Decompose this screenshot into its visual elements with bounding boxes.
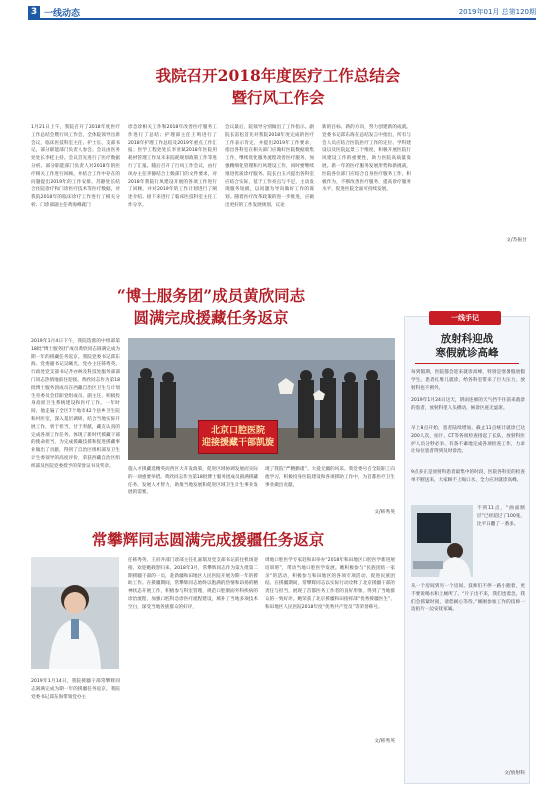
article1-col4: 新的目标、新的方向，努力创建新的成就。党委书记邱东海在总结发言中指出，所有与会人员应结合医院医疗工作的定位、学科建设以及医院远景三个维度，积极开展医院行风建设工作的重要性，助力医院高质量发展。新一年的医疗服务发展形势和新挑战，医院各位部门应结合自身医疗服务工作，积极作为，不断改善医疗服务，提高诊疗服务水平，促进医院全面可持续发展。: [322, 125, 411, 193]
sidebar-divider: [415, 363, 519, 364]
article2-title-line2: 圆满完成援藏任务返京: [133, 308, 289, 327]
sidebar-signature: 文/放射科: [504, 771, 525, 776]
sidebar-paragraph4: 9点多正是放射科患者最集中的时段，医院各科室的检查单不断送来，大家顾不上喝口水，全力应对就诊高峰。: [411, 470, 525, 483]
sidebar-paragraph1: 每到假期，医院都会迎来就诊高峰，特别是寒暑假放假学生。患者扎堆儿就诊，给各科室带来了巨大压力，放射科也不例外。: [411, 370, 525, 391]
issue-info: 2019年01月 总第120期: [458, 8, 536, 16]
article3-col2: 任韩秀英、王府井部门诊部主任孔嘉瑞及党支部书记前往机场迎接，欢迎她载誉归来。2018年3月，常攀辉同志作为第九批第二期援疆干部的一员，赴新疆和田地区人民医院开展为期一年的援助工作。在援疆期间，常攀辉同志始终以饱满的热情和昂扬的精神状态开展工作，积极参与科室管理，规范口腔颌面外科疾病的诊治流程，加强口腔科急诊医疗流程建设，填补了当地多项技术空白，深受当地各族群众的好评，: [128, 558, 258, 610]
article2-col3-bottom: 现了我院“严精勤谨”、大爱无疆的风采。我党委号召全院职工向他学习，积极投身医院建设和各项援助工作中，为首都医疗卫生事业做出贡献。: [265, 467, 395, 488]
article3-col3: 周地口腔医学专家赴和田举办“2018年和田地区口腔医学新进展培训班”，带动当地口腔医学发展。她积极参与“民族团结一家亲”的活动，积极参与和田地区的各项专项活动，促进民族团结。在援疆期间，常攀辉同志以实际行动诠释了北京援疆干部的责任与担当，展现了首都医务工作者的良好形象，得到了当地群众的一致好评。她荣获了北京援疆和田指挥部“优秀援疆医生”、和田地区人民医院2018年度“优秀共产党员”等荣誉称号。: [265, 558, 395, 610]
article2-col1: 2019年1月4日下午，我院选派的中组部第18批“博士服务团”成员黄欣同志圆满完成为期一年的援藏任务返京。我院党委书记邱东海、党委副书记吴曦光、党办主任韩秀英、行政处党支部书记齐亦林及科技处服务部部门同志热情地前往迎接。黄欣同志作为第18批博士服务团成员在西藏自治区卫生与计划生育委员会挂职党组成员、副主任，积极投身高原卫生系统建设和医疗工作。一年时间，他走遍了全区7个地市42个县乡卫生院和村医室，深入基层调研，结合当地实际开展工作，勇于担当，甘于奉献，藏友认真的完成各项工作任务。体现了新时代援藏干部的使命担当，为完成援藏技援和促进援藏事业做出了贡献，得到了自治区组织部及卫生计生委领导的高度评价，荣获西藏自治区组织部及医院党委授予的荣誉证书及奖章。: [31, 339, 120, 469]
xray-photo-scene: [411, 505, 473, 577]
banner-line1: 北京口腔医院: [210, 426, 265, 436]
sidebar-title-line2: 寒假就诊高峰: [435, 347, 499, 359]
welcome-photo: [128, 338, 395, 460]
sidebar-paragraph2: 2019年1月24日这天，阴雨连绵的天气挡不住前来就诊的患者，放射科里人头攒动，候诊区座无虚席。: [411, 398, 525, 411]
banner-line2: 迎接援藏干部凯旋: [201, 438, 274, 448]
sidebar-badge: 一线手记: [429, 311, 501, 325]
article2-signature: 文/韩秀英: [374, 510, 395, 515]
article1-signature: 文/苏振甘: [506, 238, 527, 243]
article3-signature: 文/韩秀英: [374, 739, 395, 744]
article1-col3: 会议最后，院领导分别做出了工作指示。副院长雷松首先对我院2018年度完成的医疗工作表示肯定，并提出2019年工作要求，指出各科室在相关部门应做好医院数据收集工作，继续优化服务流程改善医疗服务，加强精细化管理和行风建设工作，同时要继续推进优质诊疗服务。院长白玉兴提出各科室应结合实际，基于工作亮点与不足，主动发现服务短板，以问题为导向做好工作的谋划。随着医疗改革政策的进一步推进，应做出更好的工作发展规划，议论: [225, 125, 314, 208]
page-header: [28, 6, 536, 20]
section-name: 一线动态: [44, 8, 81, 19]
doctor-photo-scene: [31, 557, 119, 669]
article1-col2: 诊急诊相关工作和2018年改善医疗服务工作进行了总结；护理部主任王鸣进行了2018年护理工作总结及2019年重点工作汇报；医学工程处处长李亚斌2018年医院用耗材管理工作及未来院耗规划政策工作等进行了汇报。随后召开了行风工作会议，由行风办主任李静结合上级部门的文件要求，对2018年我院行风建设开展的各项工作进行了回顾，并对2019年的工作计划进行了阐述介绍。接下来进行了临床医技科室主任工作分享。: [128, 125, 217, 208]
sidebar-paragraph5: 不到11点，“曲面断层”已经超过了100张，比平日翻了一番多。: [477, 506, 525, 527]
article1-title-line1: 我院召开2018年度医疗工作总结会: [155, 66, 401, 85]
sidebar-paragraph6: 从一个房间到另一个房间，技师们不停一路小跑着，更不要说喝水和上厕所了。“片子出不来，我们也着急，我们会抓紧时间，请您耐心等待。”刚刚参加工作的技师一边拍片一边安抚家属。: [411, 584, 525, 613]
article2-col2-bottom: 施入才援藏选精英而西区大开发政策，促进区域协调发展而实际的一项重要举措。黄欣同志作为第18批博士服务团成员圆满援藏任务，发展人才智力，助推当地发展和促进区域卫生计生事业发展的需要。: [128, 467, 258, 496]
page-number: 3: [28, 6, 40, 18]
article1-col1: 1月21日上午，我院召开了2018年度医疗工作总结会暨行风工作会，全体院领导出席会议，临床医技科室主任、护士长、支部书记、部分职能部门负责人参会。会议由医务处处长李桂主持。会议首先进行了医疗数据分析。部分职能部门负责人对2018年的医疗相关工作进行回顾。并结合工作中存在的问题提出2019年的工作安排。苏静处长结合住院诊疗和门诊医疗技术等医疗数据，对我院2018年的临床诊疗工作进行了相关分析；门诊部副主任黄海峰就门: [31, 125, 120, 208]
article1-col5: [419, 124, 527, 236]
sidebar-box: [404, 316, 530, 784]
welcome-banner: [198, 420, 278, 454]
doctor-photo: [31, 557, 119, 669]
article1-title-line2: 暨行风工作会: [231, 88, 325, 107]
article3-title: 常攀辉同志圆满完成援疆任务返京: [91, 530, 325, 549]
xray-photo: [411, 505, 473, 577]
sidebar-title-line1: 放射科迎战: [440, 333, 494, 345]
article2-title-line1: “博士服务团”成员黄欣同志: [116, 286, 306, 305]
article3-caption: 2019年1月14日，我院援疆干部常攀辉同志圆满完成为期一年的援疆任务返京。我院党委书记邱东海带领党办主: [31, 679, 120, 700]
sidebar-paragraph3: 早上8点开始，患者陆续增加，截止11点统计就诊已达200人次，拍片、CT等各项检查排起了长队，放射科医护人员分秒必争、有条不紊地完成各项检查工作，力求让每位患者得到及时诊治。: [411, 426, 525, 455]
